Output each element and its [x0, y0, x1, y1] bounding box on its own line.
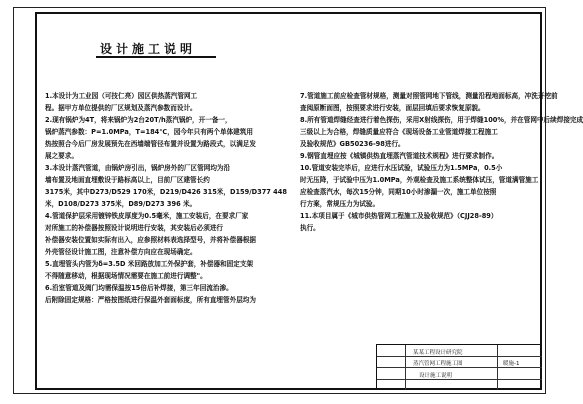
note-line: 2.现有锅炉为4T，将来锅炉为2台20T/h蒸汽锅炉，开一备一， — [45, 116, 232, 124]
note-line: 8.所有管道焊缝经查进行着色探伤，采用X射线探伤，用于焊缝100%，并在管网中后续焊接完成 — [300, 116, 583, 124]
title-block-row-divider — [377, 367, 542, 368]
note-line: 后附除固定规格：严格按图纸进行保温外套面标度，所有直埋管外层均为 — [45, 296, 256, 304]
note-line: 11.本项目属于《城市供热管网工程施工及验收规范》（CJJ28-89） — [300, 212, 498, 220]
title-block-row-divider — [377, 379, 542, 380]
title-block-company: 某某工程设计研究院 — [413, 350, 463, 356]
note-line: 3.本设计蒸汽管道，由锅炉房引出，锅炉房外的厂区管网均为沿 — [45, 164, 231, 172]
notes-left-column — [45, 90, 285, 306]
note-line: 5.直埋管头内管为δ=3.5D 米回路放加工外保护套，补偿器和固定支架 — [45, 260, 254, 268]
note-line: 行方案，常规压力为试验。 — [300, 200, 380, 208]
notes-right-column — [300, 90, 583, 234]
note-line: 三级以上为合格，焊缝质量应符合《现场设备工业管道焊接工程施工 — [300, 128, 498, 136]
note-line: 热按照合今后厂房发展预先在西墙端管径布置并设置为路段式，以满足发 — [45, 140, 256, 148]
note-line: 1.本设计为工业园（可技仁亮）园区供热蒸汽管网工 — [45, 92, 198, 100]
note-line: 9.钢管直埋应按《城镇供热直埋蒸汽管道技术规程》进行要求制作。 — [300, 152, 499, 160]
note-line: 对所施工的补偿器按照设计说明进行安装，其安装后必须进行 — [45, 224, 224, 232]
title-block-drawing-name: 设计施工说明 — [419, 373, 453, 379]
note-line: 查阅原断面图，按照要求进行安装，面层回填后要求恢复原貌。 — [300, 104, 485, 112]
note-line: 7.管道施工前应检查管材规格，测量对照管网地下管线，测量沿程地面标高，冲洗开挖前 — [300, 92, 558, 100]
note-line: 3175米，其中D273/D529 170米，D219/D426 315米，D159/D377 448 — [45, 188, 287, 196]
note-line: 应检查蒸汽水，每次15分钟，同期10小时渗漏一次，施工单位按照 — [300, 188, 497, 196]
title-block-row-divider — [377, 356, 542, 357]
title-block-project: 蒸汽管网工程施工图 — [413, 361, 463, 367]
title-block-col-divider — [497, 345, 498, 390]
note-line: 执行。 — [300, 224, 320, 232]
note-line: 4.管道保护层采用镀锌铁皮厚度为0.5毫米，施工安装后，在要求厂家 — [45, 212, 249, 220]
note-line: 展之要求。 — [45, 152, 78, 160]
note-line: 程。据甲方单位提供的厂区规划及蒸汽参数而设计。 — [45, 104, 197, 112]
note-line: 6.沿室管道及阀门均需保温按15倍后补焊接，第三年回流治渗。 — [45, 284, 233, 292]
note-line: 及验收规范》GB50236-98进行。 — [300, 140, 405, 148]
note-line: 不得随意移动，根据现场情况需要在施工前进行调整"。 — [45, 272, 207, 280]
title-block — [376, 344, 542, 390]
note-line: 米，D108/D273 375米，D89/D273 396 米。 — [45, 200, 197, 208]
title-block-col-divider — [405, 345, 406, 390]
title-block-sheet-number: 暖施-1 — [503, 361, 520, 367]
note-line: 时无压降，于试验中压为1.0MPa，外观检查及施工系统整体试压，管道满管施工 — [300, 176, 539, 184]
note-line: 外壳管径设计施工图，注意补偿方向应在现场确定。 — [45, 248, 197, 256]
note-line: 补偿器安装位置如实际有出入，应参照材料表选择型号，并将补偿器根据 — [45, 236, 256, 244]
note-line: 10.管道安装完毕后，应进行水压试验，试验压力为1.5MPa，0.5小 — [300, 164, 503, 172]
page-title: 设计施工说明 — [100, 42, 197, 56]
note-line: 锅炉蒸汽参数：P=1.0MPa，T=184℃，园今年只有两个单体建筑用 — [45, 128, 253, 136]
note-line: 墙布置及地面直埋敷设于路标高以上，目前厂区建管长约 — [45, 176, 210, 184]
title-underline — [96, 56, 216, 58]
